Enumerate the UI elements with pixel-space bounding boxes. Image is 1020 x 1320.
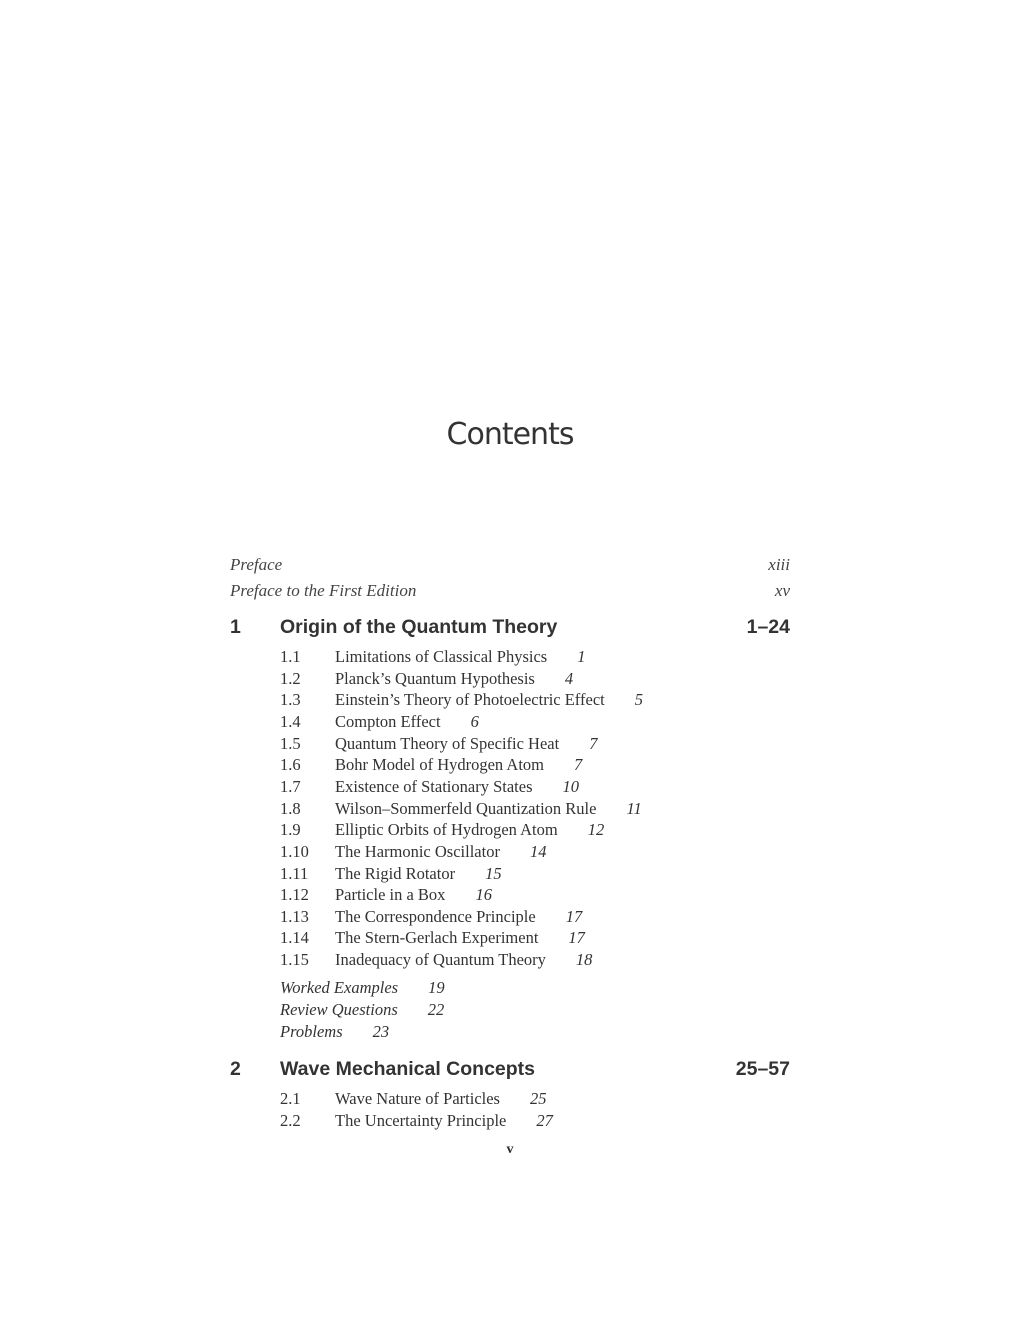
section-number: 1.8	[280, 798, 301, 818]
section-title: Bohr Model of Hydrogen Atom	[335, 755, 544, 775]
section-page: 23	[372, 1022, 390, 1041]
section-number: 1.10	[280, 841, 309, 861]
toc-section	[280, 1113, 553, 1130]
section-title: The Uncertainty Principle	[335, 1111, 507, 1130]
chapter-2-number: 2	[230, 1058, 241, 1080]
section-title: The Rigid Rotator	[335, 863, 456, 883]
section-title: The Correspondence Principle	[335, 906, 536, 926]
section-title: Review Questions	[280, 1000, 398, 1019]
section-number: 2.2	[280, 1111, 301, 1130]
toc-section	[280, 711, 479, 731]
section-title: Worked Examples	[280, 978, 399, 997]
section-number: 1.2	[280, 668, 301, 688]
toc-section	[280, 863, 502, 883]
toc-section	[280, 887, 492, 904]
section-title: Elliptic Orbits of Hydrogen Atom	[335, 820, 558, 840]
section-number: 1.1	[280, 647, 301, 666]
section-page: 7	[589, 733, 598, 753]
toc-preface: Preface	[230, 555, 283, 574]
section-page: 15	[485, 863, 502, 883]
toc-end-matter-item	[280, 1024, 389, 1041]
section-title: Planck’s Quantum Hypothesis	[335, 668, 535, 688]
section-title: Problems	[280, 1022, 343, 1041]
section-title: The Stern-Gerlach Experiment	[335, 928, 539, 948]
toc-section	[280, 757, 582, 774]
toc-section	[280, 822, 604, 839]
section-page: 25	[529, 1089, 547, 1108]
section-title: Inadequacy of Quantum Theory	[335, 950, 546, 970]
toc-section	[280, 649, 585, 666]
section-title: Existence of Stationary States	[335, 776, 533, 796]
section-number: 1.7	[280, 776, 301, 796]
section-title: Quantum Theory of Specific Heat	[335, 733, 560, 753]
section-title: Wave Nature of Particles	[335, 1089, 500, 1108]
section-number: 1.13	[280, 906, 309, 926]
toc-section	[280, 692, 643, 709]
toc-section	[280, 1091, 546, 1108]
section-title: Particle in a Box	[335, 885, 446, 905]
section-page: 6	[470, 711, 479, 731]
section-number: 1.6	[280, 755, 301, 775]
toc-end-matter-item	[280, 980, 445, 997]
section-title: Einstein’s Theory of Photoelectric Effect	[335, 690, 605, 710]
section-number: 1.15	[280, 950, 309, 970]
section-page: 4	[564, 668, 574, 688]
chapter-1-number: 1	[230, 616, 241, 638]
chapter-2-pages: 25–57	[735, 1058, 790, 1080]
section-number: 1.4	[280, 711, 301, 731]
chapter-1-pages: 1–24	[746, 616, 790, 638]
section-page: 5	[634, 690, 643, 710]
toc-section	[280, 733, 598, 753]
section-page: 16	[475, 885, 492, 905]
section-page: 19	[428, 978, 445, 997]
section-number: 1.12	[280, 885, 309, 905]
toc-preface-first-edition: Preface to the First Edition	[230, 581, 417, 600]
section-page: 14	[529, 841, 547, 861]
toc-section	[280, 952, 592, 969]
toc-section	[280, 798, 642, 818]
section-number: 1.9	[280, 820, 301, 840]
section-page: 27	[536, 1111, 553, 1130]
toc-section	[280, 841, 547, 861]
section-title: Wilson–Sommerfeld Quantization Rule	[335, 798, 597, 818]
section-page: 18	[575, 950, 593, 970]
section-title: Limitations of Classical Physics	[335, 647, 548, 666]
section-page: 1	[577, 647, 586, 666]
section-page: 17	[565, 906, 583, 926]
toc-preface-page: xiii	[768, 555, 790, 574]
toc-section	[280, 668, 574, 688]
section-number: 1.14	[280, 928, 309, 948]
toc-section	[280, 930, 585, 947]
section-page: 7	[573, 755, 583, 775]
toc-section	[280, 776, 579, 796]
page-number: v	[506, 1142, 514, 1157]
section-number: 2.1	[280, 1089, 301, 1108]
chapter-2-title: Wave Mechanical Concepts	[280, 1058, 536, 1080]
toc-preface-first-edition-page: xv	[774, 581, 790, 600]
section-number: 1.3	[280, 690, 301, 710]
section-title: Compton Effect	[335, 711, 441, 731]
section-page: 17	[568, 928, 585, 948]
section-page: 22	[427, 1000, 445, 1019]
section-page: 10	[562, 776, 579, 796]
page-title: Contents	[446, 417, 574, 452]
toc-section	[280, 906, 583, 926]
section-number: 1.11	[280, 863, 309, 883]
chapter-1-title: Origin of the Quantum Theory	[280, 616, 558, 638]
section-title: The Harmonic Oscillator	[335, 841, 500, 861]
section-page: 12	[587, 820, 605, 840]
toc-end-matter-item	[280, 1002, 444, 1019]
section-page: 11	[626, 798, 642, 818]
section-number: 1.5	[280, 733, 301, 753]
